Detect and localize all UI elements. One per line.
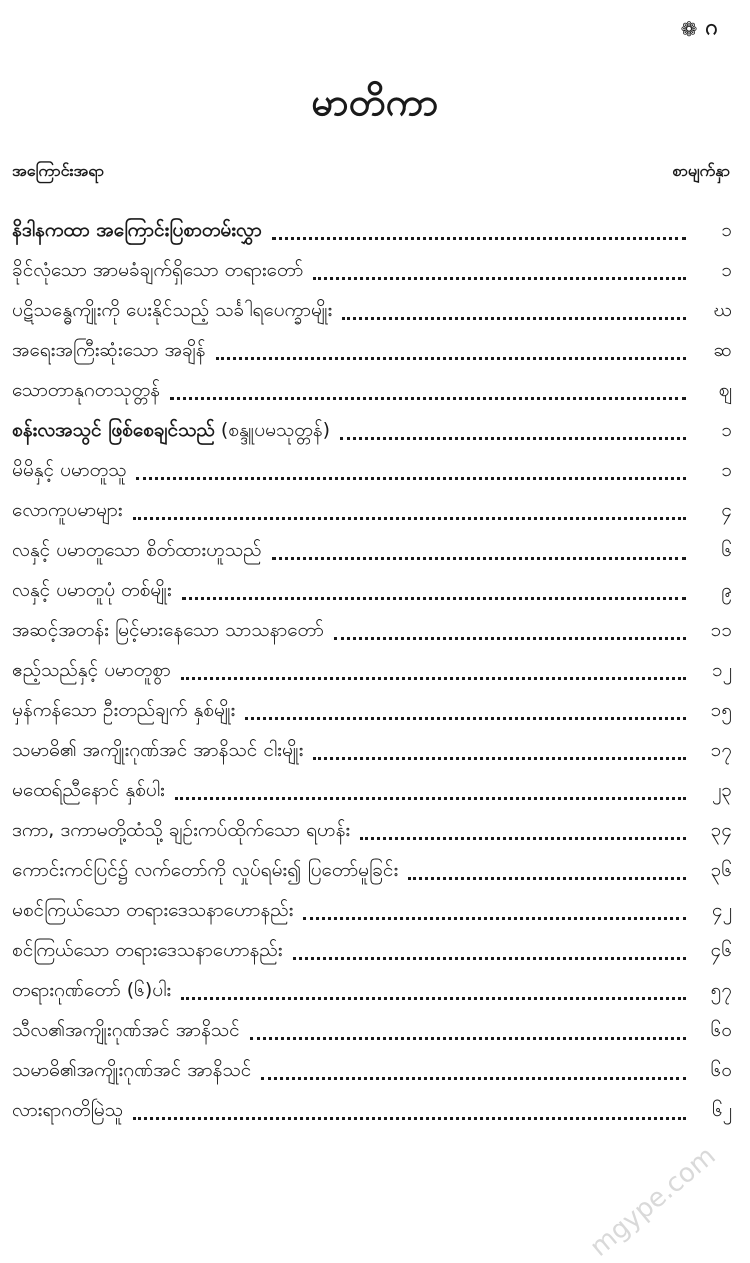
toc-entry-title bbox=[12, 978, 171, 1006]
toc-page-number: ၆၂ bbox=[711, 1099, 732, 1121]
toc-page-number: ၁၇ bbox=[710, 739, 732, 761]
toc-row bbox=[12, 1052, 732, 1092]
toc-page-number: ၉ bbox=[721, 579, 732, 601]
dot-leader bbox=[293, 957, 686, 960]
toc-page-number: ဃ bbox=[713, 299, 732, 321]
toc-page-number: ဈ bbox=[718, 379, 732, 401]
dot-leader bbox=[182, 597, 686, 600]
toc-entry-main: ခိုင်လုံသော အာမခံချက်ရှိသော တရားတော် bbox=[12, 259, 304, 281]
toc-entry-title bbox=[12, 858, 398, 886]
toc-row bbox=[12, 652, 732, 692]
toc-row bbox=[12, 412, 732, 452]
toc-page-number: ၁ bbox=[721, 219, 732, 241]
toc-entry-main: ကောင်းကင်ပြင်၌ လက်တော်ကို လှုပ်ရမ်း၍ ပြတော်မူခြင်း bbox=[12, 859, 399, 881]
toc-entry-title bbox=[12, 338, 206, 366]
toc-entry-main: သီလ၏အကျိုးဂုဏ်အင် အာနိသင် bbox=[12, 1019, 240, 1041]
toc-page-number: ၅၇ bbox=[710, 979, 732, 1001]
toc-entry-title bbox=[12, 1058, 251, 1086]
toc-page-number: ၆၀ bbox=[710, 1019, 732, 1041]
toc-entry-title bbox=[12, 618, 324, 646]
toc-entry-main: မထေရ်ညီနောင် နှစ်ပါး bbox=[12, 779, 165, 801]
toc-entry-title bbox=[12, 218, 262, 246]
toc-entry-extra: (စန္ဒူပမသုတ္တန်) bbox=[220, 419, 331, 441]
toc-page-number: ၄ bbox=[721, 499, 732, 521]
dot-leader bbox=[313, 277, 686, 280]
toc-page-number: ၃၆ bbox=[710, 859, 732, 881]
dot-leader bbox=[272, 237, 686, 240]
table-of-contents bbox=[12, 212, 732, 1132]
toc-entry-main: လားရာဂတိမြဲသူ bbox=[12, 1099, 123, 1121]
toc-entry-main: ပဋိသန္ဓေကျိုးကို ပေးနိုင်သည့် သင်္ခါရပေက္ခာမျိုး bbox=[12, 299, 333, 321]
toc-page-number: ၂၃ bbox=[711, 779, 732, 801]
toc-row bbox=[12, 612, 732, 652]
toc-row bbox=[12, 1012, 732, 1052]
toc-page-number: ၆၀ bbox=[710, 1059, 732, 1081]
dot-leader bbox=[340, 437, 686, 440]
toc-row bbox=[12, 532, 732, 572]
toc-page-number: ၁၅ bbox=[710, 699, 732, 721]
toc-entry-title bbox=[12, 418, 330, 446]
page-number bbox=[681, 12, 718, 45]
toc-row bbox=[12, 772, 732, 812]
toc-page-number: ၁၁ bbox=[710, 619, 732, 641]
toc-page-number: ၁၂ bbox=[711, 659, 732, 681]
toc-entry-title bbox=[12, 458, 126, 486]
toc-entry-main: အရေးအကြီးဆုံးသော အချိန် bbox=[12, 339, 206, 361]
dot-leader bbox=[408, 877, 686, 880]
dot-leader bbox=[133, 517, 686, 520]
toc-page-number: ၄၆ bbox=[710, 939, 732, 961]
dot-leader bbox=[181, 997, 686, 1000]
toc-row bbox=[12, 212, 732, 252]
toc-row bbox=[12, 692, 732, 732]
page-number-value: ဂ bbox=[705, 15, 718, 40]
toc-entry-title bbox=[12, 938, 283, 966]
toc-entry-main: ဧည့်သည်နှင့် ပမာတူစွာ bbox=[12, 659, 171, 681]
toc-row bbox=[12, 932, 732, 972]
toc-entry-title bbox=[12, 818, 350, 846]
toc-row bbox=[12, 372, 732, 412]
dot-leader bbox=[136, 477, 686, 480]
column-headers bbox=[12, 160, 730, 184]
toc-entry-title bbox=[12, 658, 171, 686]
page-title: မာတိကာ bbox=[311, 80, 439, 124]
toc-entry-main: မစင်ကြယ်သော တရားဒေသနာဟောနည်း bbox=[12, 899, 294, 921]
toc-page-number: ၁ bbox=[721, 459, 732, 481]
toc-entry-main: လနှင့် ပမာတူသော စိတ်ထားဟူသည် bbox=[12, 539, 262, 561]
dot-leader bbox=[313, 757, 686, 760]
dot-leader bbox=[170, 397, 686, 400]
dot-leader bbox=[334, 637, 686, 640]
toc-entry-main: သောတာနုဂတသုတ္တန် bbox=[12, 379, 160, 401]
toc-entry-title bbox=[12, 698, 235, 726]
toc-row bbox=[12, 972, 732, 1012]
dot-leader bbox=[175, 797, 686, 800]
dot-leader bbox=[250, 1037, 686, 1040]
toc-entry-main: အဆင့်အတန်း မြင့်မားနေသော သာသနာတော် bbox=[12, 619, 324, 641]
toc-row bbox=[12, 732, 732, 772]
toc-page-number: ၆ bbox=[721, 539, 732, 561]
toc-entry-title bbox=[12, 1098, 123, 1126]
toc-row bbox=[12, 812, 732, 852]
toc-page-number: ဆ bbox=[713, 339, 732, 361]
toc-entry-main: လောကူပမာများ bbox=[12, 499, 123, 521]
toc-entry-title bbox=[12, 738, 303, 766]
dot-leader bbox=[272, 557, 686, 560]
dot-leader bbox=[181, 677, 686, 680]
toc-row bbox=[12, 252, 732, 292]
toc-entry-main: မိမိနှင့် ပမာတူသူ bbox=[12, 459, 127, 481]
column-header-topic: အကြောင်းအရာ bbox=[12, 161, 104, 180]
toc-entry-main: စင်ကြယ်သော တရားဒေသနာဟောနည်း bbox=[12, 939, 283, 961]
dot-leader bbox=[245, 717, 686, 720]
toc-entry-title bbox=[12, 1018, 240, 1046]
column-header-page: စာမျက်နှာ bbox=[672, 161, 730, 180]
dot-leader bbox=[216, 357, 687, 360]
toc-entry-title bbox=[12, 378, 160, 406]
toc-row bbox=[12, 452, 732, 492]
toc-entry-title bbox=[12, 898, 293, 926]
toc-entry-main: လနှင့် ပမာတူပုံ တစ်မျိုး bbox=[12, 579, 172, 601]
dot-leader bbox=[342, 317, 686, 320]
toc-entry-title bbox=[12, 538, 262, 566]
dot-leader bbox=[360, 837, 686, 840]
toc-entry-main: သမာဓိ၏အကျိုးဂုဏ်အင် အာနိသင် bbox=[12, 1059, 252, 1081]
dot-leader bbox=[261, 1077, 686, 1080]
dot-leader bbox=[133, 1117, 686, 1120]
toc-entry-main: နိဒါနကထာ အကြောင်းပြစာတမ်းလွှာ bbox=[12, 219, 262, 241]
toc-row bbox=[12, 852, 732, 892]
toc-page-number: ၁ bbox=[721, 419, 732, 441]
toc-entry-title bbox=[12, 578, 172, 606]
toc-row bbox=[12, 1092, 732, 1132]
toc-row bbox=[12, 492, 732, 532]
toc-page-number: ၁ bbox=[721, 259, 732, 281]
toc-entry-main: စန်းလအသွင် ဖြစ်စေချင်သည် bbox=[12, 419, 215, 441]
watermark: mgype.com bbox=[585, 1141, 722, 1263]
dot-leader bbox=[303, 917, 686, 920]
toc-page-number: ၃၄ bbox=[710, 819, 732, 841]
toc-entry-main: ဒကာ, ဒကာမတို့ထံသို့ ချဉ်းကပ်ထိုက်သော ရဟန်း bbox=[12, 819, 351, 841]
toc-entry-title bbox=[12, 258, 303, 286]
toc-page-number: ၄၂ bbox=[711, 899, 732, 921]
toc-entry-title bbox=[12, 298, 332, 326]
toc-row bbox=[12, 332, 732, 372]
toc-entry-title bbox=[12, 498, 123, 526]
toc-entry-main: သမာဓိ၏ အကျိုးဂုဏ်အင် အာနိသင် ငါးမျိုး bbox=[12, 739, 304, 761]
toc-row bbox=[12, 572, 732, 612]
toc-row bbox=[12, 292, 732, 332]
toc-row bbox=[12, 892, 732, 932]
toc-entry-main: မှန်ကန်သော ဦးတည်ချက် နှစ်မျိုး bbox=[12, 699, 236, 721]
flower-ornament-icon: ❁ bbox=[680, 16, 698, 41]
toc-entry-title bbox=[12, 778, 165, 806]
toc-entry-main: တရားဂုဏ်တော် (၆)ပါး bbox=[12, 979, 172, 1001]
